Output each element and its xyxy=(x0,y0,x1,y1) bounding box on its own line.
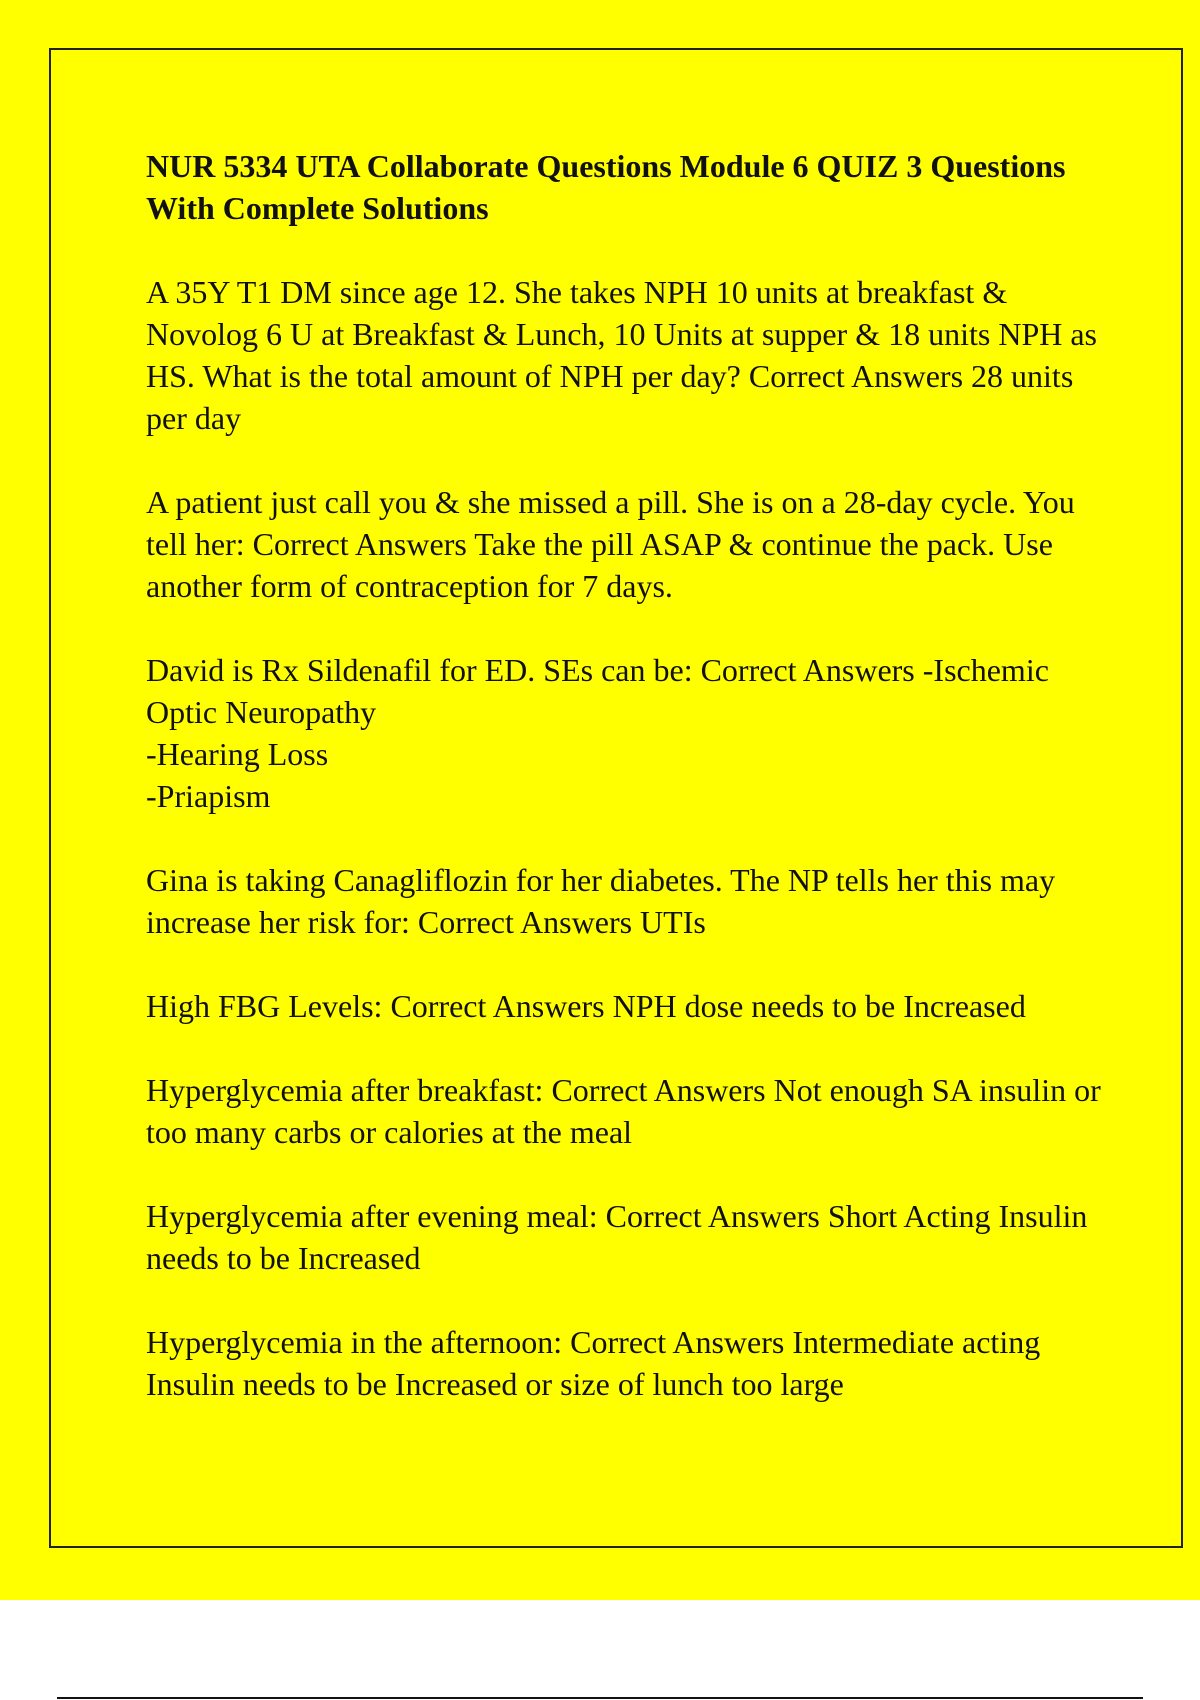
qa-item-hyperglycemia-breakfast: Hyperglycemia after breakfast: Correct Answers Not enough SA insulin or too many carbs or calories at the meal xyxy=(146,1072,1101,1150)
qa-item-nph-total: A 35Y T1 DM since age 12. She takes NPH 10 units at breakfast & Novolog 6 U at Breakfast & Lunch, 10 Units at supper & 18 units NPH as HS. What is the total amount of NPH per day? Correct Answers 28 units per day xyxy=(146,274,1097,436)
bottom-divider xyxy=(57,1697,1143,1699)
qa-item-canagliflozin: Gina is taking Canagliflozin for her diabetes. The NP tells her this may increase her risk for: Correct Answers UTIs xyxy=(146,862,1056,940)
qa-item-missed-pill: A patient just call you & she missed a pill. She is on a 28-day cycle. You tell her: Correct Answers Take the pill ASAP & continue the pack. Use another form of contraception for 7 days. xyxy=(146,484,1075,604)
document-title: NUR 5334 UTA Collaborate Questions Module 6 QUIZ 3 Questions With Complete Solutions xyxy=(146,148,1066,226)
qa-item-hyperglycemia-afternoon: Hyperglycemia in the afternoon: Correct Answers Intermediate acting Insulin needs to be Increased or size of lunch too large xyxy=(146,1324,1041,1402)
qa-item-high-fbg: High FBG Levels: Correct Answers NPH dose needs to be Increased xyxy=(146,988,1026,1024)
document-body xyxy=(146,145,1106,1447)
qa-item-hyperglycemia-evening: Hyperglycemia after evening meal: Correct Answers Short Acting Insulin needs to be Increased xyxy=(146,1198,1088,1276)
qa-item-sildenafil: David is Rx Sildenafil for ED. SEs can be: Correct Answers -Ischemic Optic Neuropathy -Hearing Loss -Priapism xyxy=(146,652,1049,814)
